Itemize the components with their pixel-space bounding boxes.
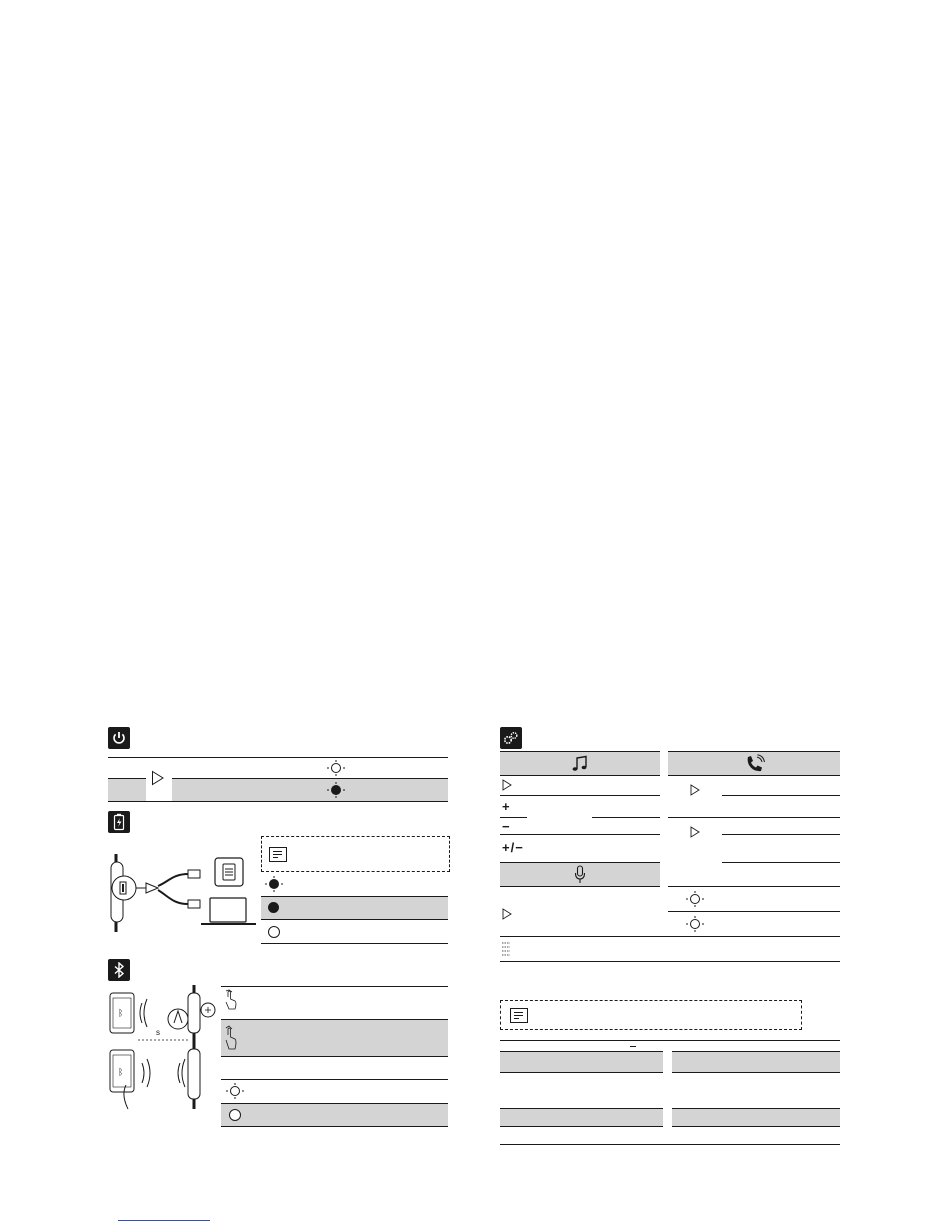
music-plus-slash-minus-icon: +/− — [502, 840, 524, 855]
bt-shaded-row-1 — [221, 1020, 448, 1056]
bluetooth-icon — [108, 959, 130, 981]
music-play-pause-arrow-icon — [502, 779, 512, 791]
spec-rule-2-right — [672, 1072, 840, 1073]
distance-label: s — [156, 1028, 160, 1037]
controls-note-box — [500, 1000, 802, 1030]
spec-rule-bottom — [500, 1144, 840, 1145]
music-note-icon — [571, 755, 589, 773]
power-table-shaded-row-right — [172, 779, 448, 801]
music-volume-down-minus-icon: − — [502, 819, 510, 834]
music-rule-2 — [500, 795, 660, 796]
tap-finger-icon — [224, 989, 238, 1011]
press-arrow-icon — [151, 770, 165, 786]
call-rule-1 — [668, 775, 840, 776]
bt-rule-3 — [221, 1056, 448, 1057]
spec-shade-1-right — [672, 1052, 840, 1072]
microphone-icon — [574, 865, 586, 885]
music-rule-4 — [500, 834, 660, 835]
music-rule-1 — [500, 775, 660, 776]
bluetooth-pairing-illustration — [108, 985, 220, 1113]
phone-call-icon — [744, 754, 766, 774]
power-table-shaded-row — [108, 779, 146, 801]
gears-icon — [500, 727, 522, 749]
press-hold-finger-icon — [224, 1025, 238, 1051]
bt-led-off-icon — [229, 1109, 241, 1121]
call-rule-5 — [722, 862, 840, 863]
note-icon — [269, 847, 287, 862]
battery-charging-icon — [108, 811, 130, 833]
call-rule-6 — [668, 886, 840, 887]
spec-shade-2-left — [500, 1109, 663, 1126]
music-volume-up-plus-icon: + — [502, 799, 510, 814]
call-rule-7 — [668, 911, 840, 912]
phone-bluetooth-glyph-top: ᛒ — [118, 1008, 124, 1018]
music-rule-6 — [500, 886, 660, 887]
led-off-icon — [268, 926, 280, 938]
bt-rule-1 — [221, 986, 448, 987]
bt-shaded-row-2 — [221, 1104, 448, 1126]
call-answer-arrow-icon — [690, 784, 700, 796]
call-led-blinking-icon-1 — [684, 890, 706, 908]
spec-shade-2-right — [672, 1109, 840, 1126]
note-icon-right — [510, 1008, 528, 1023]
music-rule-3a — [500, 817, 527, 818]
charging-note-box — [261, 836, 450, 872]
charge-rule-2 — [261, 919, 448, 920]
power-icon — [108, 727, 130, 749]
mic-press-arrow-icon — [502, 908, 512, 920]
call-led-blinking-icon-2 — [684, 915, 706, 933]
call-rule-4 — [722, 834, 840, 835]
bt-rule-4 — [221, 1079, 448, 1080]
power-table-mid-rule-right — [172, 778, 448, 779]
phone-bluetooth-glyph-bottom: ᛒ — [118, 1067, 124, 1077]
led-solid-icon — [268, 902, 279, 913]
call-rule-2 — [722, 795, 840, 796]
music-rule-3b — [592, 817, 660, 818]
controls-full-rule-1 — [500, 936, 840, 937]
led-on-icon — [325, 781, 347, 799]
spec-rule-top — [500, 1040, 840, 1041]
power-table-top-rule — [108, 757, 448, 758]
call-rule-3 — [668, 817, 840, 818]
call-hold-arrow-icon — [690, 826, 700, 838]
spec-shade-1-left — [500, 1052, 663, 1072]
charging-illustration — [108, 852, 263, 934]
spec-rule-2-left — [500, 1072, 663, 1073]
power-table-bottom-rule — [108, 801, 448, 802]
bt-rule-6 — [221, 1126, 448, 1127]
led-blinking-icon — [325, 759, 347, 777]
controls-full-rule-2 — [500, 961, 840, 962]
charge-rule-3 — [261, 943, 448, 944]
spec-rule-4-left — [500, 1126, 663, 1127]
multi-language-voice-icon — [501, 941, 511, 957]
led-charging-on-icon — [263, 875, 285, 893]
spec-small-dash — [630, 1046, 636, 1047]
bt-led-blinking-icon — [224, 1082, 246, 1100]
charge-shaded-row — [261, 897, 448, 919]
footer-link-underline[interactable] — [118, 1220, 210, 1221]
spec-rule-4-right — [672, 1126, 840, 1127]
